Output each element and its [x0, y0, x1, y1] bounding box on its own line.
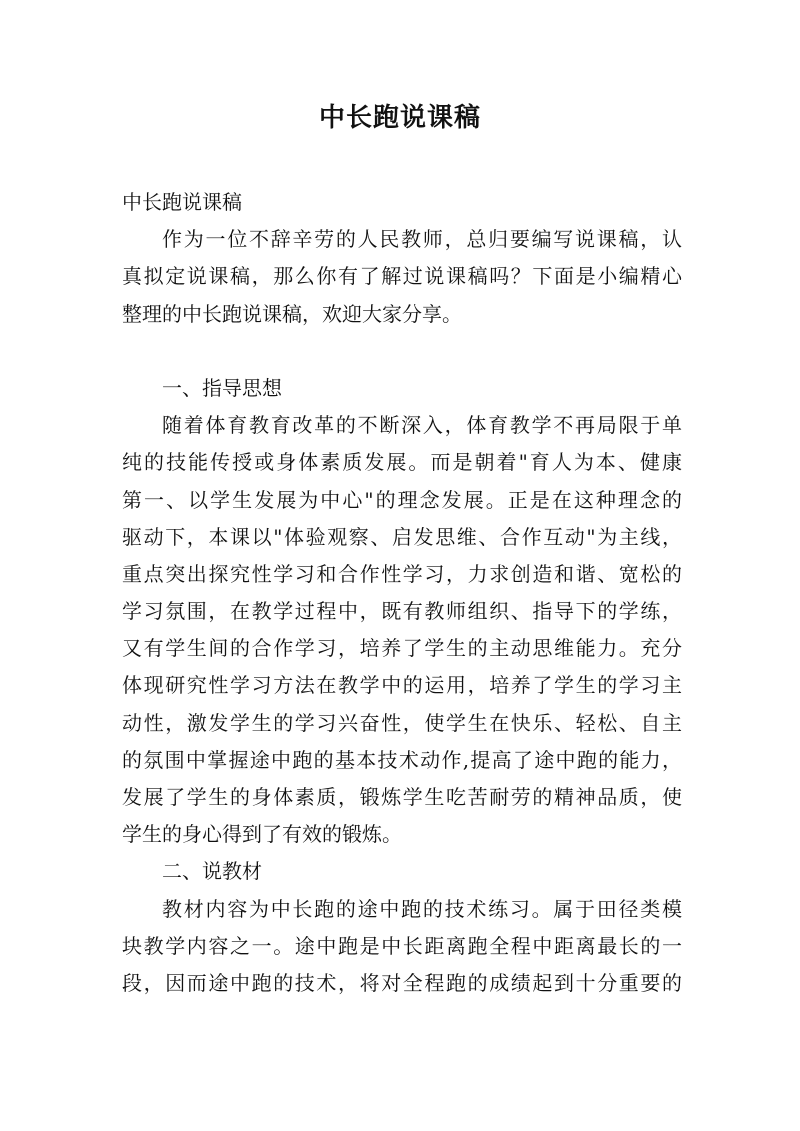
- paragraph-line: 段，因而途中跑的技术，将对全程跑的成绩起到十分重要的: [122, 970, 682, 995]
- intro-line: 作为一位不辞辛劳的人民教师，总归要编写说课稿，认: [162, 227, 682, 252]
- paragraph-line: 动性，激发学生的学习兴奋性，使学生在快乐、轻松、自主: [122, 710, 682, 735]
- paragraph-line: 块教学内容之一。途中跑是中长距离跑全程中距离最长的一: [122, 933, 682, 958]
- subtitle-line: 中长跑说课稿: [122, 190, 242, 214]
- intro-line: 真拟定说课稿，那么你有了解过说课稿吗？下面是小编精心: [122, 264, 682, 289]
- paragraph-line: 学习氛围，在教学过程中，既有教师组织、指导下的学练，: [122, 599, 682, 624]
- document-title: 中长跑说课稿: [318, 103, 481, 133]
- section-heading-textbook: 二、说教材: [162, 859, 262, 884]
- paragraph-line: 第一、以学生发展为中心"的理念发展。正是在这种理念的: [122, 487, 682, 512]
- paragraph-line: 发展了学生的身体素质，锻炼学生吃苦耐劳的精神品质，使: [122, 785, 682, 809]
- document-body: [122, 184, 682, 1002]
- paragraph-line: 重点突出探究性学习和合作性学习，力求创造和谐、宽松的: [122, 561, 682, 586]
- paragraph-spacer: [122, 333, 682, 370]
- paragraph-line: 又有学生间的合作学习，培养了学生的主动思维能力。充分: [122, 636, 682, 661]
- section-heading-guiding-ideology: 一、指导思想: [162, 375, 282, 400]
- paragraph-line: 驱动下，本课以"体验观察、启发思维、合作互动"为主线，: [122, 524, 682, 549]
- paragraph-line: 随着体育教育改革的不断深入，体育教学不再局限于单: [162, 413, 682, 438]
- paragraph-line: 的氛围中掌握途中跑的基本技术动作,提高了途中跑的能力，: [122, 747, 682, 772]
- intro-line: 整理的中长跑说课稿，欢迎大家分享。: [122, 301, 462, 326]
- paragraph-line: 教材内容为中长跑的途中跑的技术练习。属于田径类模: [162, 896, 682, 921]
- paragraph-line: 体现研究性学习方法在教学中的运用，培养了学生的学习主: [122, 673, 682, 698]
- paragraph-line: 学生的身心得到了有效的锻炼。: [122, 822, 402, 847]
- paragraph-line: 纯的技能传授或身体素质发展。而是朝着"育人为本、健康: [122, 450, 682, 475]
